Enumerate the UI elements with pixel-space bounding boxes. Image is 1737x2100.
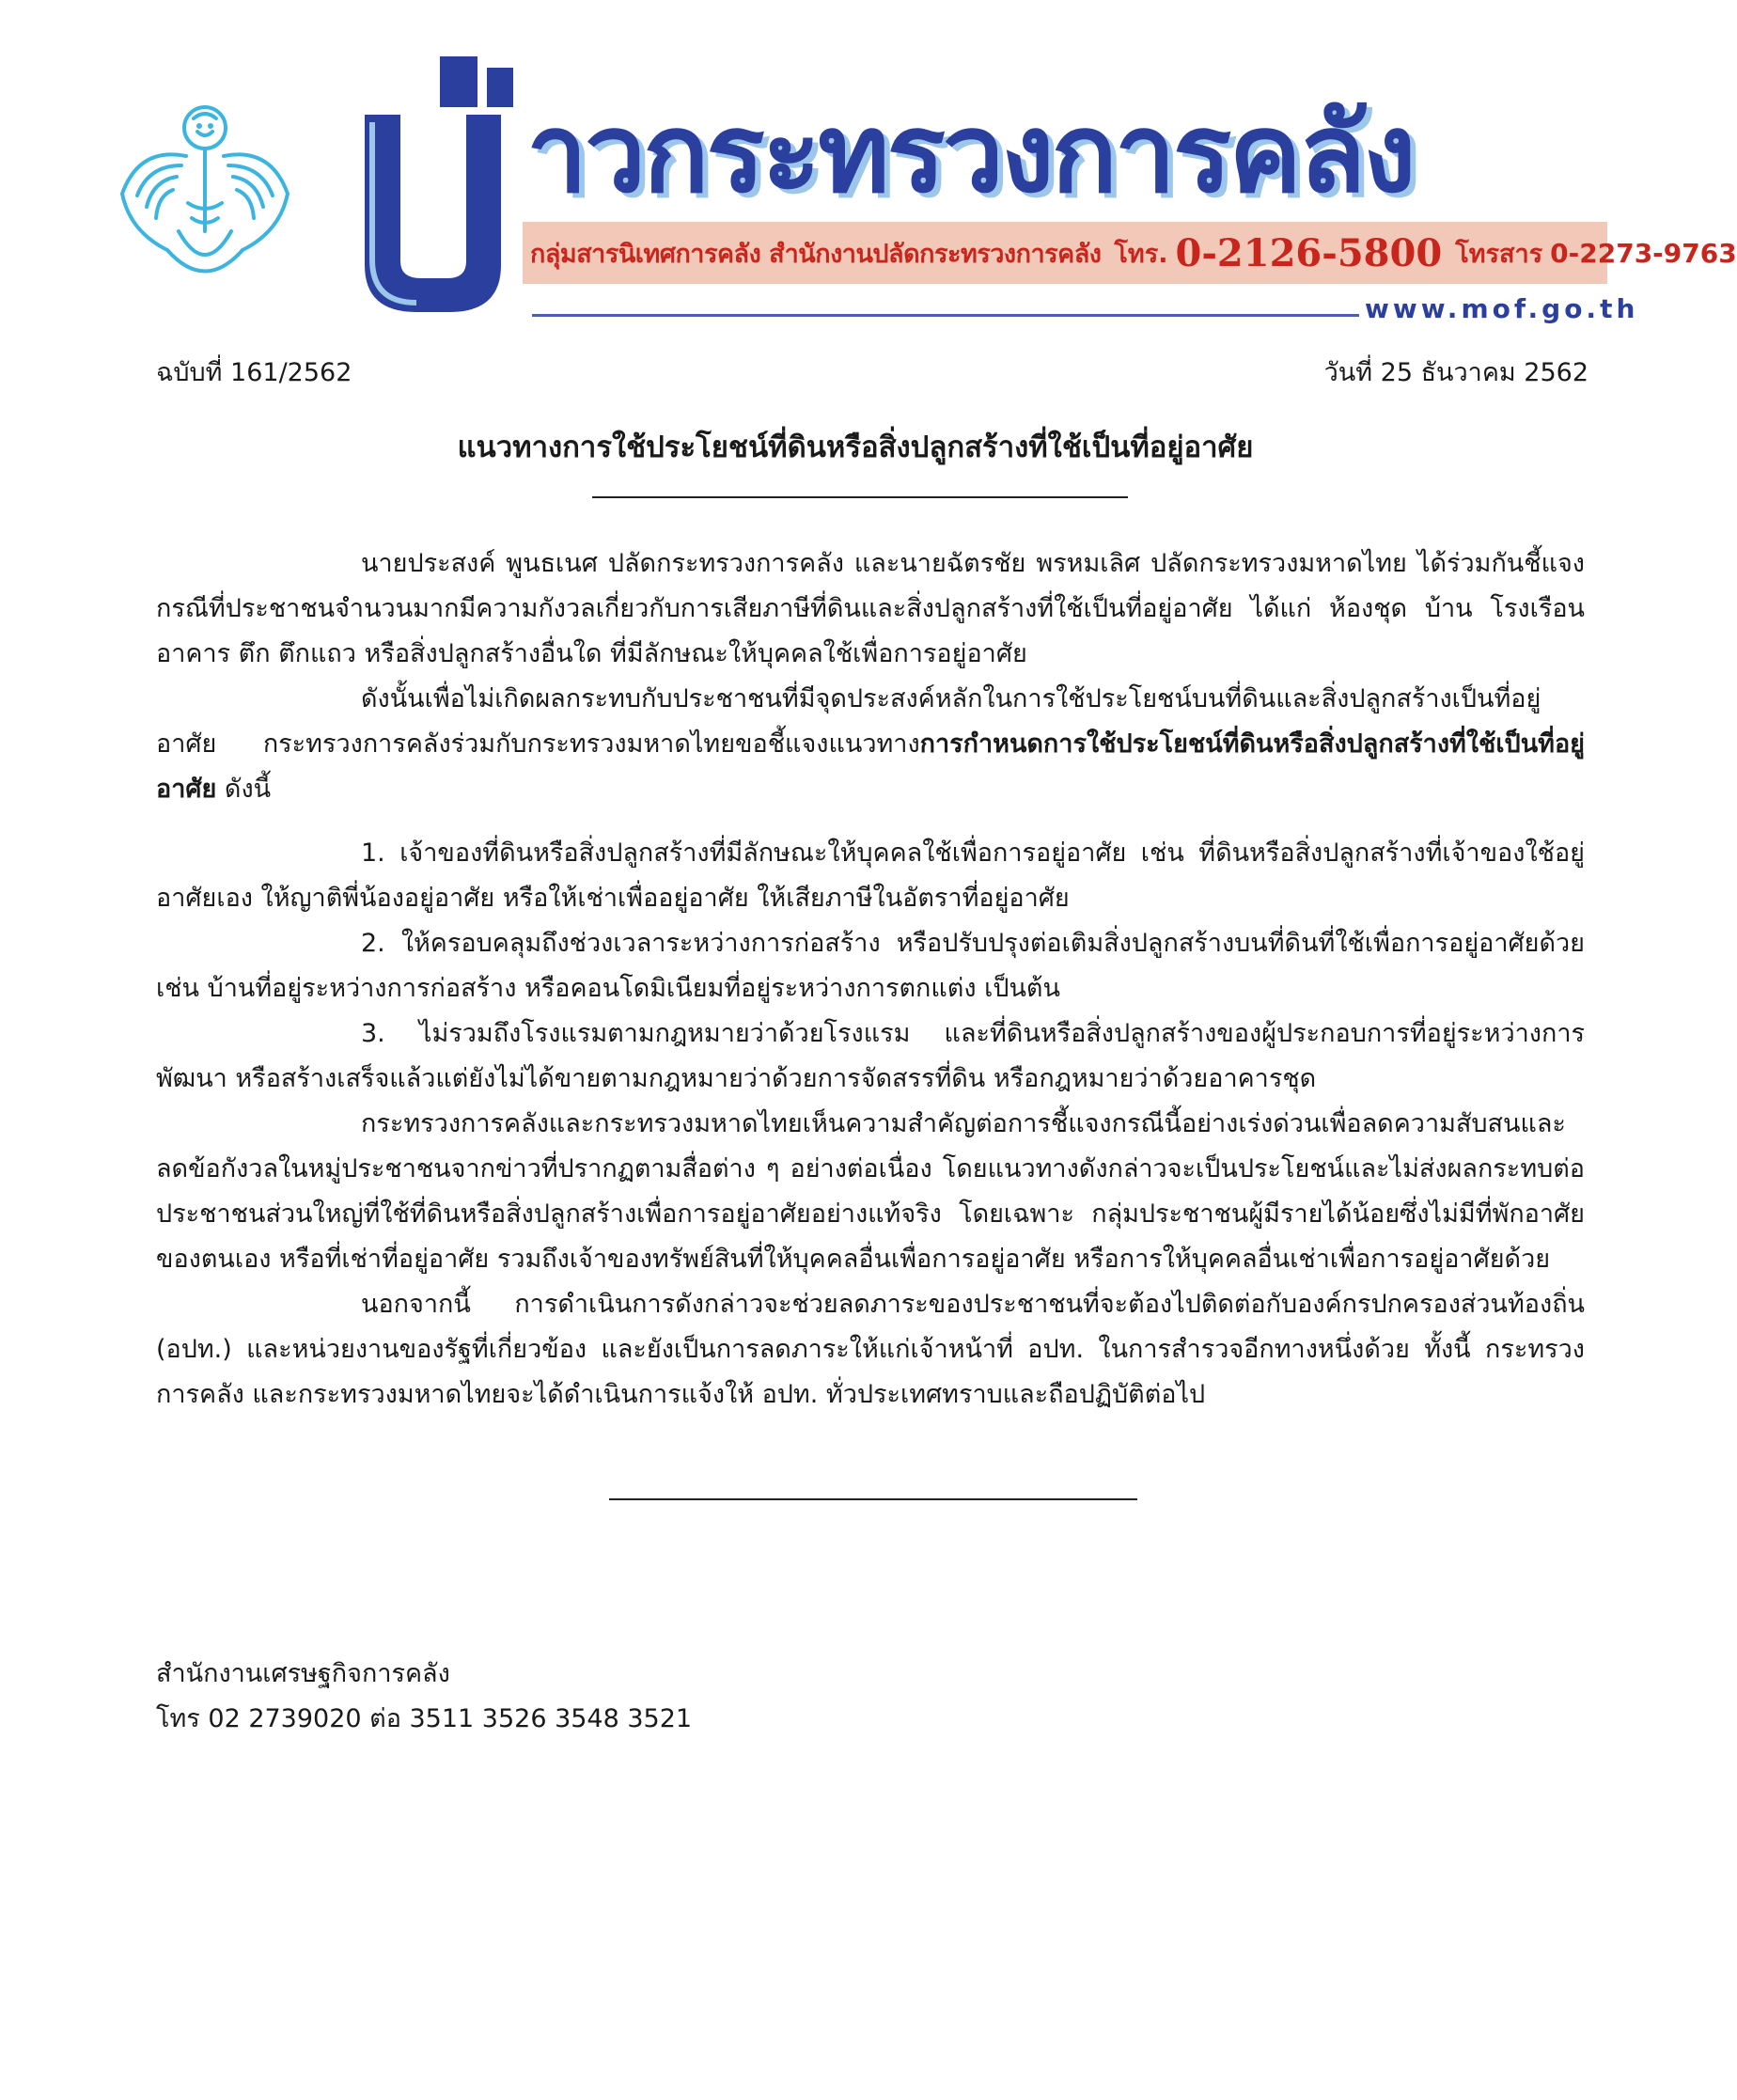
paragraph-guideline-bold: การกำหนดการใช้ประโยชน์ที่ดินหรือสิ่งปลูกสร้างที่ใช้เป็นที่อยู่อาศัย bbox=[156, 729, 1585, 804]
document-title: แนวทางการใช้ประโยชน์ที่ดินหรือสิ่งปลูกสร้างที่ใช้เป็นที่อยู่อาศัย bbox=[457, 431, 1254, 464]
tel-label: โทร. bbox=[1114, 239, 1168, 269]
end-divider bbox=[609, 1498, 1137, 1500]
masthead-title: าวกระทรวงการคลัง bbox=[526, 90, 1414, 217]
paragraph-importance-text: กระทรวงการคลังและกระทรวงมหาดไทยเห็นความสำคัญต่อการชี้แจงกรณีนี้อย่างเร่งด่วนเพื่อลดความสับสนและลดข้อกังวลในหมู่ประชาชนจากข่าวที่ปรากฏตามสื่อต่าง ๆ อย่างต่อเนื่อง โดยแนวทางดังกล่าวจะเป็นประโยชน์และไม่ส่งผลกระทบต่อประชาชนส่วนใหญ่ที่ใช้ที่ดินหรือสิ่งปลูกสร้างเพื่อการอยู่อาศัยอย่างแท้จริง โดยเฉพาะ กลุ่มประชาชนผู้มีรายได้น้อยซึ่งไม่มีที่พักอาศัยของตนเอง หรือที่เช่าที่อยู่อาศัย รวมถึงเจ้าของทรัพย์สินที่ให้บุคคลอื่นเพื่อการอยู่อาศัย หรือการให้บุคคลอื่นเช่าเพื่อการอยู่อาศัยด้วย bbox=[156, 1109, 1585, 1274]
issue-number: ฉบับที่ 161/2562 bbox=[156, 358, 352, 387]
footer-office: สำนักงานเศรษฐกิจการคลัง bbox=[156, 1659, 450, 1688]
document-body bbox=[156, 541, 1585, 1418]
list-item-3 bbox=[156, 1011, 1585, 1102]
list-item-2-text: 2. ให้ครอบคลุมถึงช่วงเวลาระหว่างการก่อสร้าง หรือปรับปรุงต่อเติมสิ่งปลูกสร้างบนที่ดินที่ใช้เพื่อการอยู่อาศัยด้วย เช่น บ้านที่อยู่ระหว่างการก่อสร้าง หรือคอนโดมิเนียมที่อยู่ระหว่างการตกแต่ง เป็นต้น bbox=[156, 929, 1585, 1003]
issue-date: วันที่ 25 ธันวาคม 2562 bbox=[1323, 358, 1588, 387]
paragraph-guideline-end: ดังนี้ bbox=[216, 775, 272, 804]
paragraph-intro bbox=[156, 541, 1585, 677]
contact-bar bbox=[523, 222, 1737, 284]
fax-number: 0-2273-9763 bbox=[1550, 237, 1737, 269]
header-divider bbox=[532, 314, 1359, 317]
paragraph-importance bbox=[156, 1102, 1585, 1282]
paragraph-intro-text: นายประสงค์ พูนธเนศ ปลัดกระทรวงการคลัง และนายฉัตรชัย พรหมเลิศ ปลัดกระทรวงมหาดไทย ได้ร่วมกันชี้แจง กรณีที่ประชาชนจำนวนมากมีความกังวลเกี่ยวกับการเสียภาษีที่ดินและสิ่งปลูกสร้างที่ใช้เป็นที่อยู่อาศัย ได้แก่ ห้องชุด บ้าน โรงเรือน อาคาร ตึก ตึกแถว หรือสิ่งปลูกสร้างอื่นใด ที่มีลักษณะให้บุคคลใช้เพื่อการอยู่อาศัย bbox=[156, 549, 1585, 668]
footer-phone: โทร 02 2739020 ต่อ 3511 3526 3548 3521 bbox=[156, 1704, 693, 1733]
paragraph-additional bbox=[156, 1282, 1585, 1418]
list-item-1 bbox=[156, 831, 1585, 921]
title-divider bbox=[592, 496, 1128, 498]
garuda-emblem-icon bbox=[111, 90, 299, 283]
website-url: www.mof.go.th bbox=[1365, 293, 1639, 324]
list-item-3-text: 3. ไม่รวมถึงโรงแรมตามกฎหมายว่าด้วยโรงแรม และที่ดินหรือสิ่งปลูกสร้างของผู้ประกอบการที่อยู่ระหว่างการพัฒนา หรือสร้างเสร็จแล้วแต่ยังไม่ได้ขายตามกฎหมายว่าด้วยการจัดสรรที่ดิน หรือกฎหมายว่าด้วยอาคารชุด bbox=[156, 1019, 1585, 1093]
tel-number: 0-2126-5800 bbox=[1175, 230, 1443, 275]
paragraph-guideline-start: ดังนั้นเพื่อไม่เกิดผลกระทบกับประชาชนที่มีจุดประสงค์หลักในการใช้ประโยชน์บนที่ดินและสิ่งปลูกสร้างเป็นที่อยู่อาศัย กระทรวงการคลังร่วมกับกระทรวงมหาดไทยขอชี้แจงแนวทาง bbox=[156, 684, 1541, 759]
list-item-2 bbox=[156, 921, 1585, 1011]
paragraph-additional-text: นอกจากนี้ การดำเนินการดังกล่าวจะช่วยลดภาระของประชาชนที่จะต้องไปติดต่อกับองค์กรปกครองส่วนท้องถิ่น (อปท.) และหน่วยงานของรัฐที่เกี่ยวข้อง และยังเป็นการลดภาระให้แก่เจ้าหน้าที่ อปท. ในการสำรวจอีกทางหนึ่งด้วย ทั้งนี้ กระทรวงการคลัง และกระทรวงมหาดไทยจะได้ดำเนินการแจ้งให้ อปท. ทั่วประเทศทราบและถือปฏิบัติต่อไป bbox=[156, 1290, 1585, 1409]
paragraph-guideline bbox=[156, 677, 1585, 812]
fax-label: โทรสาร bbox=[1455, 239, 1543, 269]
list-item-1-text: 1. เจ้าของที่ดินหรือสิ่งปลูกสร้างที่มีลักษณะให้บุคคลใช้เพื่อการอยู่อาศัย เช่น ที่ดินหรือสิ่งปลูกสร้างที่เจ้าของใช้อยู่อาศัยเอง ให้ญาติพี่น้องอยู่อาศัย หรือให้เช่าเพื่ออยู่อาศัย ให้เสียภาษีในอัตราที่อยู่อาศัย bbox=[156, 838, 1585, 913]
contact-org: กลุ่มสารนิเทศการคลัง สำนักงานปลัดกระทรวงการคลัง bbox=[530, 239, 1102, 269]
masthead-logo-letter-icon bbox=[346, 49, 524, 321]
